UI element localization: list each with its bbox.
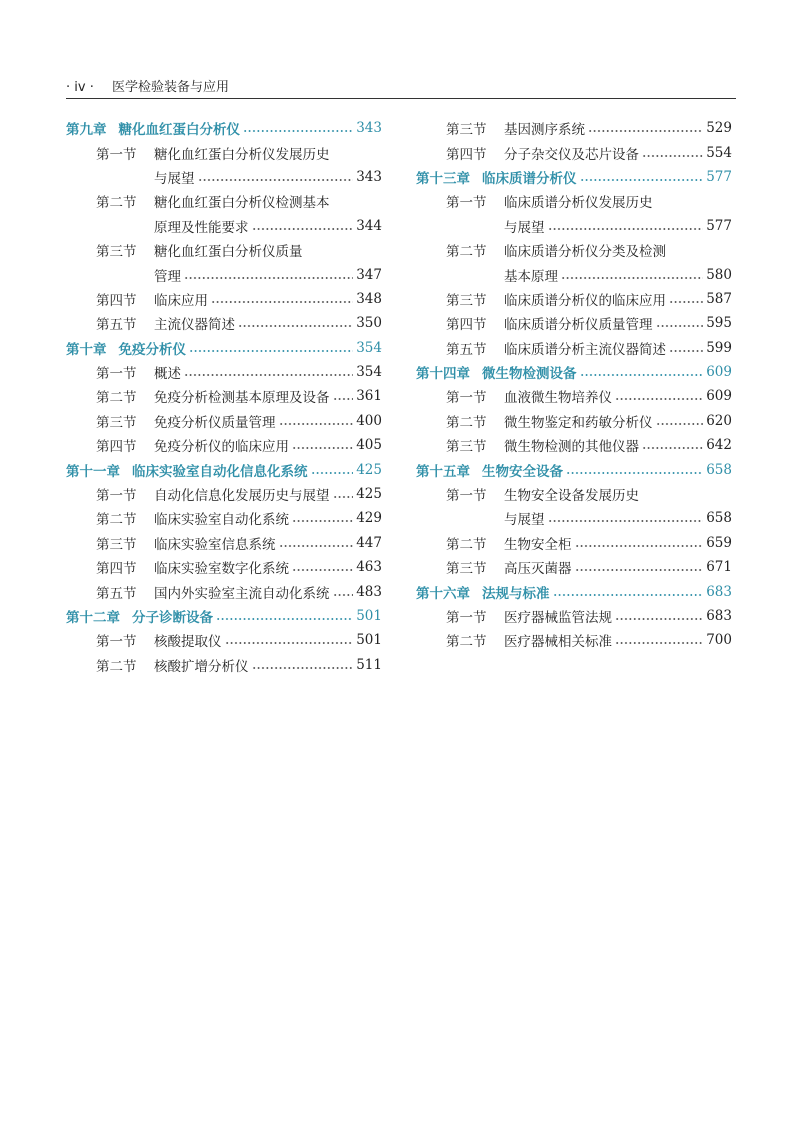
section-label: 第二节 bbox=[96, 512, 137, 529]
toc-section-entry[interactable] bbox=[416, 189, 732, 213]
section-label: 第三节 bbox=[446, 122, 487, 139]
toc-section-entry[interactable] bbox=[416, 116, 732, 140]
entry-title: 临床质谱分析仪 bbox=[482, 170, 577, 187]
entry-title: 分子杂交仪及芯片设备 bbox=[504, 146, 639, 163]
dot-leader bbox=[561, 277, 703, 279]
chapter-label: 第十章 bbox=[66, 341, 107, 358]
dot-leader bbox=[184, 277, 353, 279]
page-number: 609 bbox=[706, 364, 732, 381]
section-label: 第一节 bbox=[96, 488, 137, 505]
chapter-label: 第十四章 bbox=[416, 366, 470, 383]
section-label: 第一节 bbox=[96, 634, 137, 651]
entry-title: 免疫分析检测基本原理及设备 bbox=[154, 390, 330, 407]
page-number: 511 bbox=[356, 656, 382, 673]
page-number: 595 bbox=[706, 315, 732, 332]
entry-title: 自动化信息化发展历史与展望 bbox=[154, 488, 330, 505]
chapter-label: 第十三章 bbox=[416, 170, 470, 187]
page-number: 501 bbox=[356, 608, 382, 624]
page-number: 347 bbox=[356, 266, 382, 283]
toc-right-column bbox=[416, 116, 732, 653]
page-number: 425 bbox=[356, 461, 382, 478]
page-number: 354 bbox=[356, 339, 382, 356]
dot-leader bbox=[184, 374, 353, 376]
dot-leader bbox=[198, 179, 354, 181]
toc-chapter-entry[interactable] bbox=[66, 336, 382, 360]
entry-title: 基本原理 bbox=[504, 268, 558, 285]
entry-title: 生物安全设备发展历史 bbox=[504, 488, 639, 505]
dot-leader bbox=[580, 374, 704, 376]
entry-title: 临床应用 bbox=[154, 292, 208, 309]
entry-title: 基因测序系统 bbox=[504, 122, 585, 139]
section-label: 第三节 bbox=[446, 439, 487, 456]
section-label: 第四节 bbox=[96, 561, 137, 578]
page-number: 658 bbox=[706, 461, 732, 478]
dot-leader bbox=[279, 423, 354, 425]
section-label: 第四节 bbox=[96, 292, 137, 309]
section-label: 第五节 bbox=[96, 585, 137, 602]
toc-entry-continuation[interactable] bbox=[66, 262, 382, 286]
page-number: 658 bbox=[706, 510, 732, 527]
dot-leader bbox=[243, 130, 353, 132]
dot-leader bbox=[292, 569, 353, 571]
dot-leader bbox=[333, 496, 354, 498]
toc-chapter-entry[interactable] bbox=[416, 579, 732, 603]
dot-leader bbox=[292, 447, 353, 449]
dot-leader bbox=[279, 545, 354, 547]
entry-title: 免疫分析仪的临床应用 bbox=[154, 439, 289, 456]
page-number: 671 bbox=[706, 559, 732, 576]
dot-leader bbox=[292, 520, 353, 522]
dot-leader bbox=[252, 667, 354, 669]
entry-title: 糖化血红蛋白分析仪检测基本 bbox=[154, 195, 330, 212]
entry-title: 临床实验室自动化系统 bbox=[154, 512, 289, 529]
section-label: 第二节 bbox=[446, 414, 487, 431]
entry-title: 微生物检测的其他仪器 bbox=[504, 439, 639, 456]
dot-leader bbox=[642, 155, 703, 157]
section-label: 第四节 bbox=[446, 317, 487, 334]
dot-leader bbox=[669, 301, 703, 303]
toc-section-entry[interactable] bbox=[66, 238, 382, 262]
entry-title: 与展望 bbox=[154, 170, 195, 187]
entry-title: 分子诊断设备 bbox=[132, 610, 213, 626]
toc-section-entry[interactable] bbox=[416, 531, 732, 555]
page-number: 642 bbox=[706, 437, 732, 454]
toc-section-entry[interactable] bbox=[66, 433, 382, 457]
entry-title: 临床质谱分析仪质量管理 bbox=[504, 317, 653, 334]
page-number: 700 bbox=[706, 632, 732, 649]
entry-title: 临床质谱分析仪分类及检测 bbox=[504, 244, 666, 261]
toc-section-entry[interactable] bbox=[416, 604, 732, 628]
section-label: 第四节 bbox=[96, 439, 137, 456]
entry-title: 临床实验室信息系统 bbox=[154, 536, 276, 553]
toc-section-entry[interactable] bbox=[66, 287, 382, 311]
entry-title: 临床质谱分析主流仪器简述 bbox=[504, 341, 666, 358]
page-number: 587 bbox=[706, 290, 732, 307]
toc-section-entry[interactable] bbox=[66, 189, 382, 213]
dot-leader bbox=[216, 618, 353, 620]
chapter-label: 第十五章 bbox=[416, 463, 470, 480]
toc-section-entry[interactable] bbox=[66, 409, 382, 433]
toc-section-entry[interactable] bbox=[416, 140, 732, 164]
section-label: 第四节 bbox=[446, 146, 487, 163]
dot-leader bbox=[615, 618, 703, 620]
page-number: 400 bbox=[356, 412, 382, 429]
section-label: 第三节 bbox=[96, 414, 137, 431]
entry-title: 临床实验室自动化信息化系统 bbox=[132, 463, 308, 480]
toc-section-entry[interactable] bbox=[66, 482, 382, 506]
section-label: 第三节 bbox=[96, 244, 137, 261]
toc-section-entry[interactable] bbox=[416, 238, 732, 262]
toc-entry-continuation[interactable] bbox=[416, 214, 732, 238]
toc-section-entry[interactable] bbox=[416, 555, 732, 579]
entry-title: 主流仪器简述 bbox=[154, 317, 235, 334]
dot-leader bbox=[575, 545, 704, 547]
entry-title: 生物安全柜 bbox=[504, 536, 572, 553]
page-number: 683 bbox=[706, 608, 732, 624]
entry-title: 医疗器械监管法规 bbox=[504, 610, 612, 626]
dot-leader bbox=[211, 301, 353, 303]
chapter-label: 第十一章 bbox=[66, 463, 120, 480]
entry-title: 概述 bbox=[154, 366, 181, 383]
toc-section-entry[interactable] bbox=[66, 653, 382, 677]
page-number: 580 bbox=[706, 266, 732, 283]
toc-section-entry[interactable] bbox=[66, 531, 382, 555]
section-label: 第三节 bbox=[446, 561, 487, 578]
page-number: 350 bbox=[356, 315, 382, 332]
header-rule bbox=[66, 98, 736, 99]
dot-leader bbox=[580, 179, 704, 181]
entry-title: 生物安全设备 bbox=[482, 463, 563, 480]
page-number: · iv · bbox=[66, 80, 94, 95]
toc-chapter-entry[interactable] bbox=[416, 360, 732, 384]
dot-leader bbox=[669, 350, 703, 352]
dot-leader bbox=[553, 594, 704, 596]
page-number: 344 bbox=[356, 217, 382, 234]
page-number: 405 bbox=[356, 437, 382, 454]
toc-section-entry[interactable] bbox=[416, 409, 732, 433]
toc-entry-continuation[interactable] bbox=[416, 262, 732, 286]
toc-section-entry[interactable] bbox=[66, 506, 382, 530]
section-label: 第一节 bbox=[96, 366, 137, 383]
page-number: 609 bbox=[706, 388, 732, 405]
toc-entry-continuation[interactable] bbox=[66, 214, 382, 238]
section-label: 第一节 bbox=[446, 610, 487, 626]
entry-title: 医疗器械相关标准 bbox=[504, 634, 612, 651]
dot-leader bbox=[238, 325, 353, 327]
entry-title: 临床质谱分析仪发展历史 bbox=[504, 195, 653, 212]
entry-title: 国内外实验室主流自动化系统 bbox=[154, 585, 330, 602]
page-number: 361 bbox=[356, 388, 382, 405]
entry-title: 免疫分析仪 bbox=[118, 341, 186, 358]
toc-chapter-entry[interactable] bbox=[66, 457, 382, 481]
toc-left-column bbox=[66, 116, 382, 677]
page-number: 599 bbox=[706, 339, 732, 356]
page-number: 343 bbox=[356, 168, 382, 185]
chapter-label: 第十六章 bbox=[416, 585, 470, 602]
book-title: 医学检验装备与应用 bbox=[111, 80, 229, 95]
entry-title: 临床质谱分析仪的临床应用 bbox=[504, 292, 666, 309]
chapter-label: 第九章 bbox=[66, 122, 107, 139]
page-number: 354 bbox=[356, 364, 382, 381]
section-label: 第二节 bbox=[446, 536, 487, 553]
toc-entry-continuation[interactable] bbox=[416, 506, 732, 530]
entry-title: 微生物鉴定和药敏分析仪 bbox=[504, 414, 653, 431]
entry-title: 临床实验室数字化系统 bbox=[154, 561, 289, 578]
section-label: 第三节 bbox=[446, 292, 487, 309]
toc-section-entry[interactable] bbox=[416, 311, 732, 335]
page-number: 463 bbox=[356, 559, 382, 576]
chapter-label: 第十二章 bbox=[66, 610, 120, 626]
dot-leader bbox=[333, 594, 354, 596]
dot-leader bbox=[189, 350, 353, 352]
toc-chapter-entry[interactable] bbox=[66, 116, 382, 140]
section-label: 第二节 bbox=[96, 658, 137, 675]
page-number: 429 bbox=[356, 510, 382, 527]
section-label: 第五节 bbox=[446, 341, 487, 358]
toc-chapter-entry[interactable] bbox=[66, 604, 382, 628]
running-header bbox=[66, 78, 736, 98]
toc-section-entry[interactable] bbox=[416, 384, 732, 408]
dot-leader bbox=[225, 642, 354, 644]
entry-title: 高压灭菌器 bbox=[504, 561, 572, 578]
page-number: 577 bbox=[706, 168, 732, 185]
dot-leader bbox=[566, 472, 703, 474]
dot-leader bbox=[642, 447, 703, 449]
dot-leader bbox=[615, 642, 703, 644]
toc-section-entry[interactable] bbox=[416, 482, 732, 506]
entry-title: 管理 bbox=[154, 268, 181, 285]
section-label: 第二节 bbox=[96, 195, 137, 212]
section-label: 第一节 bbox=[446, 488, 487, 505]
dot-leader bbox=[311, 472, 354, 474]
dot-leader bbox=[548, 228, 704, 230]
page-number: 620 bbox=[706, 412, 732, 429]
entry-title: 血液微生物培养仪 bbox=[504, 390, 612, 407]
section-label: 第一节 bbox=[96, 146, 137, 163]
toc-section-entry[interactable] bbox=[66, 384, 382, 408]
toc-section-entry[interactable] bbox=[66, 311, 382, 335]
entry-title: 微生物检测设备 bbox=[482, 366, 577, 383]
section-label: 第二节 bbox=[446, 244, 487, 261]
toc-chapter-entry[interactable] bbox=[416, 165, 732, 189]
dot-leader bbox=[252, 228, 354, 230]
page-number: 529 bbox=[706, 120, 732, 137]
page-number: 425 bbox=[356, 486, 382, 503]
section-label: 第五节 bbox=[96, 317, 137, 334]
page-number: 554 bbox=[706, 144, 732, 161]
page-number: 483 bbox=[356, 583, 382, 600]
entry-title: 糖化血红蛋白分析仪发展历史 bbox=[154, 146, 330, 163]
section-label: 第三节 bbox=[96, 536, 137, 553]
entry-title: 与展望 bbox=[504, 512, 545, 529]
section-label: 第一节 bbox=[446, 390, 487, 407]
entry-title: 糖化血红蛋白分析仪 bbox=[118, 122, 240, 139]
page-number: 577 bbox=[706, 217, 732, 234]
entry-title: 糖化血红蛋白分析仪质量 bbox=[154, 244, 303, 261]
toc-section-entry[interactable] bbox=[66, 579, 382, 603]
page-number: 501 bbox=[356, 632, 382, 649]
section-label: 第一节 bbox=[446, 195, 487, 212]
dot-leader bbox=[615, 398, 703, 400]
page-number: 348 bbox=[356, 290, 382, 307]
toc-section-entry[interactable] bbox=[416, 628, 732, 652]
entry-title: 核酸提取仪 bbox=[154, 634, 222, 651]
page-number: 659 bbox=[706, 534, 732, 551]
toc-chapter-entry[interactable] bbox=[416, 457, 732, 481]
toc-section-entry[interactable] bbox=[66, 555, 382, 579]
dot-leader bbox=[575, 569, 704, 571]
toc-section-entry[interactable] bbox=[416, 336, 732, 360]
entry-title: 核酸扩增分析仪 bbox=[154, 658, 249, 675]
dot-leader bbox=[656, 325, 704, 327]
toc-section-entry[interactable] bbox=[66, 628, 382, 652]
page-number: 683 bbox=[706, 583, 732, 600]
toc-section-entry[interactable] bbox=[66, 140, 382, 164]
toc-entry-continuation[interactable] bbox=[66, 165, 382, 189]
entry-title: 原理及性能要求 bbox=[154, 219, 249, 236]
dot-leader bbox=[588, 130, 703, 132]
entry-title: 与展望 bbox=[504, 219, 545, 236]
section-label: 第二节 bbox=[446, 634, 487, 651]
dot-leader bbox=[548, 520, 704, 522]
toc-section-entry[interactable] bbox=[66, 360, 382, 384]
page-number: 343 bbox=[356, 120, 382, 137]
section-label: 第二节 bbox=[96, 390, 137, 407]
toc-section-entry[interactable] bbox=[416, 433, 732, 457]
entry-title: 法规与标准 bbox=[482, 585, 550, 602]
page-number: 447 bbox=[356, 534, 382, 551]
dot-leader bbox=[656, 423, 704, 425]
toc-section-entry[interactable] bbox=[416, 287, 732, 311]
dot-leader bbox=[333, 398, 354, 400]
entry-title: 免疫分析仪质量管理 bbox=[154, 414, 276, 431]
